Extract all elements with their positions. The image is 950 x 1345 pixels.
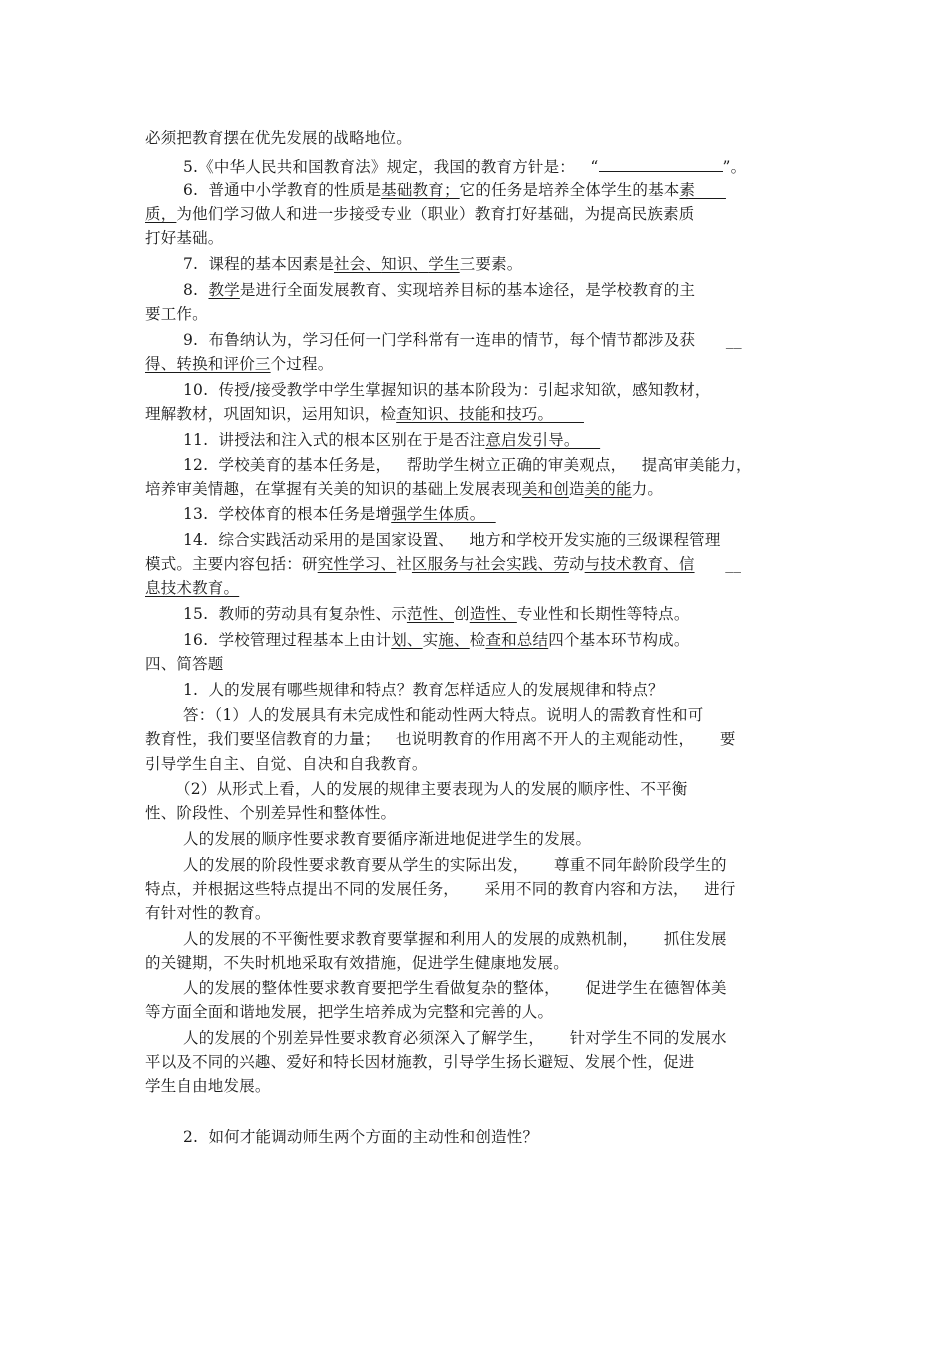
underlined-answer: 息技术教育。: [145, 579, 240, 597]
text-line: [183, 705, 703, 725]
text-segment: 社: [396, 555, 412, 573]
text-segment: 理解教材，巩固知识，运用知识，检: [145, 405, 397, 423]
text-segment: 性、阶段性、个别差异性和整体性。: [145, 804, 397, 822]
text-line: [145, 754, 428, 774]
text-segment: 有针对性的教育。: [145, 904, 271, 922]
text-line: [183, 455, 752, 475]
text-line: [145, 204, 695, 224]
text-line: [183, 504, 496, 524]
text-segment: 5.《中华人民共和国教育法》规定，我国的教育方针是： “: [183, 158, 599, 176]
text-segment: 1. 人的发展有哪些规律和特点？教育怎样适应人的发展规律和特点？: [183, 681, 664, 699]
underlined-answer: 质，: [145, 205, 177, 223]
text-segment: 平以及不同的兴趣、爱好和特长因材施教，引导学生扬长避短、发展个性，促进: [145, 1053, 695, 1071]
text-line: [183, 155, 746, 175]
underlined-answer: 美的能: [584, 480, 632, 498]
underlined-answer: 造性、: [469, 605, 517, 623]
text-line: [145, 404, 584, 424]
underlined-answer: 美和创: [521, 480, 569, 498]
text-line: [183, 855, 727, 875]
text-segment: 的关键期，不失时机地采取有效措施，促进学生健康地发展。: [145, 954, 569, 972]
text-segment: 模式。主要内容包括：研: [145, 555, 318, 573]
underlined-answer: 基础教育；: [381, 181, 460, 199]
underlined-answer: 范性、: [406, 605, 455, 623]
text-segment: 6. 普通中小学教育的性质是: [183, 181, 382, 199]
underlined-answer: 学生: [428, 255, 460, 273]
text-segment: 学生自由地发展。: [145, 1077, 271, 1095]
underlined-answer: 区服务与社会实践、劳: [411, 555, 569, 573]
text-segment: 13. 学校体育的根本任务是增: [183, 505, 392, 523]
underlined-answer: 查和总结: [485, 631, 549, 649]
text-segment: 人的发展的不平衡性要求教育要掌握和利用人的发展的成熟机制， 抓住发展: [183, 930, 727, 948]
text-segment: 要工作。: [145, 305, 208, 323]
text-segment: 三要素。: [459, 255, 523, 273]
text-segment: 8.: [183, 281, 209, 299]
underlined-answer: 得、转换和评价三: [145, 355, 271, 373]
text-segment: 创: [454, 605, 470, 623]
text-segment: 造: [568, 480, 585, 498]
text-line: [183, 380, 711, 400]
text-segment: 力。: [631, 480, 664, 498]
text-segment: 是进行全面发展教育、实现培养目标的基本途径，是学校教育的主: [239, 281, 696, 299]
text-segment: 培养审美情趣，在掌握有关美的知识的基础上发展表现: [145, 480, 522, 498]
text-line: [183, 929, 727, 949]
text-segment: 人的发展的整体性要求教育要把学生看做复杂的整体， 促进学生在德智体美: [183, 979, 727, 997]
text-segment: 人的发展的顺序性要求教育要循序渐进地促进学生的发展。: [183, 830, 592, 848]
text-segment: 10. 传授/接受教学中学生掌握知识的基本阶段为：引起求知欲，感知教材，: [183, 381, 711, 399]
underlined-answer: 强学生体质。: [391, 505, 496, 523]
text-segment: 个过程。: [270, 355, 334, 373]
underlined-answer: 究性学习、: [317, 555, 397, 573]
text-segment: 四、简答题: [145, 655, 224, 673]
text-segment: 11. 讲授法和注入式的根本区别在于是否注: [183, 431, 486, 449]
underlined-answer: 素: [679, 181, 726, 199]
text-line: [145, 903, 271, 923]
text-segment: 15. 教师的劳动具有复杂性、示: [183, 605, 407, 623]
text-line: [183, 1028, 727, 1048]
text-segment: 答：（1）人的发展具有未完成性和能动性两大特点。说明人的需教育性和可: [183, 706, 704, 724]
text-line: [183, 978, 727, 998]
text-line: [145, 654, 224, 674]
text-line: [145, 1076, 271, 1096]
text-segment: 7. 课程的基本因素是: [183, 255, 335, 273]
text-segment: 它的任务是培养全体学生的基本: [459, 181, 680, 199]
text-line: [183, 330, 742, 350]
underlined-answer: 社会、: [334, 255, 382, 273]
text-segment: 特点，并根据这些特点提出不同的发展任务， 采用不同的教育内容和方法， 进行: [145, 880, 736, 898]
fill-in-blank: [599, 155, 723, 172]
underlined-answer: 教学: [208, 281, 240, 299]
underlined-answer: 与技术教育、信: [584, 555, 695, 573]
text-line: [145, 803, 396, 823]
text-segment: 14. 综合实践活动采用的是国家设置、 地方和学校开发实施的三级课程管理: [183, 531, 721, 549]
text-line: [183, 430, 600, 450]
text-segment: （2）从形式上看，人的发展的规律主要表现为人的发展的顺序性、不平衡: [175, 780, 688, 798]
text-line: [183, 280, 695, 300]
text-line: [145, 354, 333, 374]
text-line: [145, 578, 239, 598]
text-segment: 人的发展的个别差异性要求教育必须深入了解学生， 针对学生不同的发展水: [183, 1029, 727, 1047]
underlined-answer: 查知识、技能和技巧。: [396, 405, 584, 423]
underlined-answer: 意启发引导。: [485, 431, 601, 449]
text-segment: 打好基础。: [145, 229, 224, 247]
text-segment: 必须把教育摆在优先发展的战略地位。: [145, 129, 412, 147]
text-line: [183, 530, 721, 550]
text-segment: 16. 学校管理过程基本上由计: [183, 631, 392, 649]
text-line: [183, 630, 690, 650]
text-segment: 2. 如何才能调动师生两个方面的主动性和创造性？: [183, 1128, 539, 1146]
text-segment: __: [694, 555, 742, 573]
text-line: [145, 729, 736, 749]
underlined-answer: 施、: [438, 631, 470, 649]
underlined-answer: 划、: [391, 631, 423, 649]
text-line: [145, 128, 412, 148]
underlined-answer: 知识、: [381, 255, 429, 273]
text-segment: 为他们学习做人和进一步接受专业（职业）教育打好基础，为提高民族素质: [176, 205, 695, 223]
text-line: [145, 953, 569, 973]
text-line: [145, 228, 224, 248]
text-segment: ”。: [722, 158, 747, 176]
text-line: [145, 554, 741, 574]
text-segment: 人的发展的阶段性要求教育要从学生的实际出发， 尊重不同年龄阶段学生的: [183, 856, 727, 874]
text-segment: 实: [422, 631, 439, 649]
text-line: [183, 604, 690, 624]
text-segment: 教育性，我们要坚信教育的力量； 也说明教育的作用离不开人的主观能动性， 要: [145, 730, 736, 748]
text-segment: 动: [568, 555, 585, 573]
text-line: [145, 1052, 695, 1072]
text-segment: 四个基本环节构成。: [548, 631, 690, 649]
text-line: [183, 829, 591, 849]
text-line: [145, 879, 736, 899]
text-segment: 12. 学校美育的基本任务是， 帮助学生树立正确的审美观点， 提高审美能力，: [183, 456, 752, 474]
text-line: [145, 304, 208, 324]
text-line: [183, 254, 522, 274]
text-segment: 专业性和长期性等特点。: [516, 605, 690, 623]
text-segment: 等方面全面和谐地发展，把学生培养成为完整和完善的人。: [145, 1003, 554, 1021]
text-line: [183, 1127, 538, 1147]
text-segment: 引导学生自主、自觉、自决和自我教育。: [145, 755, 428, 773]
text-segment: 9. 布鲁纳认为，学习任何一门学科常有一连串的情节，每个情节都涉及获: [183, 331, 726, 349]
text-line: [183, 180, 726, 200]
text-segment: __: [725, 331, 742, 349]
text-line: [175, 779, 687, 799]
text-line: [145, 1002, 553, 1022]
text-line: [145, 479, 663, 499]
text-segment: 检: [469, 631, 486, 649]
text-line: [183, 680, 664, 700]
